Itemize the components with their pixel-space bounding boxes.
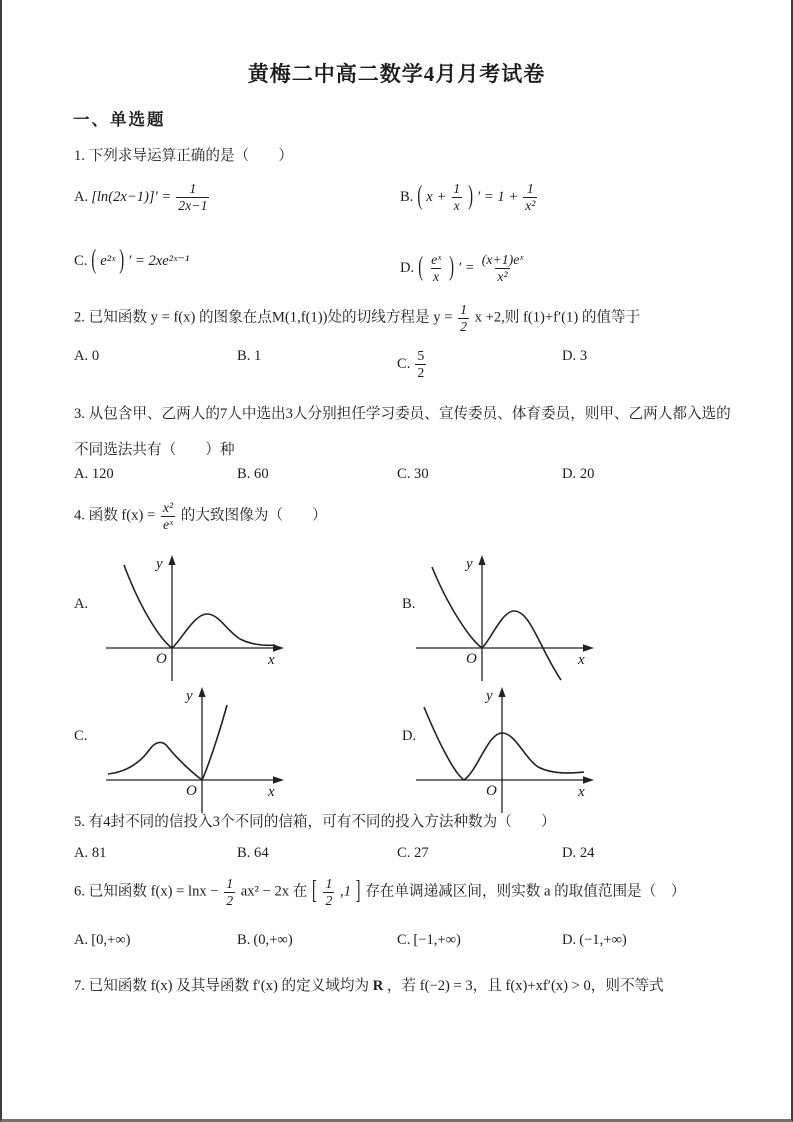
q6-option-d bbox=[562, 932, 627, 949]
q5-option-a: A. 81 bbox=[74, 845, 107, 861]
q4-graph-c bbox=[94, 683, 294, 815]
q2-stem-post: x +2,则 f(1)+f′(1) 的值等于 bbox=[474, 309, 641, 326]
fraction-denominator: 2 bbox=[325, 892, 333, 908]
fraction bbox=[323, 876, 334, 909]
q1-options-row-2 bbox=[2, 245, 791, 284]
x-axis-arrow-icon bbox=[583, 776, 594, 784]
q6-option-a bbox=[74, 932, 131, 949]
fraction-numerator: 1 bbox=[325, 876, 333, 891]
q7-real-number-symbol: R bbox=[372, 978, 384, 994]
q6-option-b-label: B. bbox=[237, 932, 251, 948]
y-axis-label: y bbox=[486, 688, 493, 704]
fraction bbox=[429, 252, 443, 285]
q3-options-row bbox=[2, 466, 791, 492]
q6-option-c-value: [−1,+∞) bbox=[413, 932, 461, 948]
q1-option-b bbox=[400, 181, 539, 214]
fraction bbox=[224, 876, 235, 909]
y-axis-label: y bbox=[466, 556, 473, 572]
fraction-numerator: 1 bbox=[526, 181, 534, 196]
section-heading: 一、单选题 bbox=[73, 110, 166, 129]
q2-option-c-label: C. bbox=[397, 355, 411, 372]
x-axis-label: x bbox=[268, 652, 275, 668]
fraction-denominator: x bbox=[453, 197, 460, 213]
fraction-denominator: 2x−1 bbox=[178, 197, 208, 213]
fraction bbox=[161, 500, 175, 533]
q5-option-c: C. 27 bbox=[397, 845, 429, 861]
origin-label: O bbox=[466, 651, 477, 667]
y-axis-arrow-icon bbox=[498, 687, 505, 697]
q4-graph-c-label: C. bbox=[74, 728, 88, 744]
y-axis-arrow-icon bbox=[198, 687, 205, 697]
open-paren: ( bbox=[91, 245, 97, 275]
q3-option-b: B. 60 bbox=[237, 466, 269, 482]
q1-stem: 1. 下列求导运算正确的是（ ） bbox=[74, 148, 293, 164]
fraction-denominator: 2 bbox=[417, 364, 425, 380]
fraction-numerator: 1 bbox=[460, 302, 467, 317]
q1-options-row-1 bbox=[2, 181, 791, 213]
q7-stem-pre: 7. 已知函数 f(x) 及其导函数 f′(x) 的定义域均为 bbox=[74, 978, 370, 994]
x-axis-arrow-icon bbox=[583, 644, 594, 652]
fraction-denominator: 2 bbox=[460, 318, 467, 334]
q1-option-d bbox=[400, 252, 527, 285]
q6-option-a-value: [0,+∞) bbox=[91, 932, 131, 948]
x-axis-label: x bbox=[578, 784, 585, 800]
close-paren: ) bbox=[449, 252, 454, 283]
q6-stem-pre: 6. 已知函数 f(x) = lnx − bbox=[74, 883, 219, 900]
q3-stem-line2: 不同选法共有（ ）种 bbox=[74, 442, 235, 458]
q4-graph-d-label: D. bbox=[402, 728, 417, 744]
origin-label: O bbox=[156, 651, 167, 667]
fraction-numerator: 1 bbox=[226, 876, 234, 891]
q7-stem bbox=[74, 976, 741, 998]
q5-option-b: B. 64 bbox=[237, 845, 269, 861]
q1-c-term: e²ˣ bbox=[100, 252, 116, 269]
q6-option-d-value: (−1,+∞) bbox=[579, 932, 627, 948]
open-paren: ( bbox=[417, 181, 423, 212]
open-bracket: [ bbox=[311, 876, 317, 906]
fraction-numerator: (x+1)eˣ bbox=[481, 252, 524, 267]
fraction-denominator: x² bbox=[525, 197, 536, 213]
q4-graph-a bbox=[94, 551, 294, 683]
y-axis-arrow-icon bbox=[478, 555, 485, 565]
function-curve bbox=[124, 565, 275, 648]
fraction-numerator: x² bbox=[162, 500, 174, 515]
q6-options-row bbox=[2, 932, 791, 958]
q1-option-c bbox=[74, 245, 190, 275]
q7-stem-post: ，若 f(−2) = 3，且 f(x)+xf′(x) > 0，则不等式 bbox=[386, 978, 664, 994]
q4-graph-a-label: A. bbox=[74, 596, 89, 612]
q3-stem-line1: 3. 从包含甲、乙两人的7人中选出3人分别担任学习委员、宣传委员、体育委员，则甲、乙两人都入选的 bbox=[74, 406, 731, 422]
y-axis-label: y bbox=[156, 556, 163, 572]
q2-options-row bbox=[2, 348, 791, 380]
fraction bbox=[451, 181, 462, 214]
q6-option-b bbox=[237, 932, 293, 949]
q2-option-a: A. 0 bbox=[74, 348, 100, 364]
open-paren: ( bbox=[418, 252, 424, 283]
q2-option-c bbox=[397, 348, 428, 381]
q4-stem-pre: 4. 函数 f(x) = bbox=[74, 507, 156, 524]
q3-option-c: C. 30 bbox=[397, 466, 429, 482]
function-curve bbox=[424, 707, 584, 780]
fraction-denominator: eˣ bbox=[162, 516, 173, 532]
fraction bbox=[415, 348, 426, 381]
fraction bbox=[458, 302, 469, 335]
q1-option-a bbox=[74, 181, 211, 214]
close-paren: ) bbox=[468, 181, 474, 212]
q3-option-a: A. 120 bbox=[74, 466, 114, 482]
y-axis-arrow-icon bbox=[168, 555, 175, 565]
function-curve bbox=[108, 705, 227, 780]
q6-stem-post: 存在单调递减区间，则实数 a 的取值范围是（ ） bbox=[365, 883, 686, 900]
q4-stem-post: 的大致图像为（ ） bbox=[180, 507, 327, 524]
q1-option-b-label: B. bbox=[400, 188, 414, 205]
q4-graph-b bbox=[404, 551, 604, 683]
fraction bbox=[523, 181, 537, 214]
q2-stem-pre: 2. 已知函数 y = f(x) 的图象在点M(1,f(1))处的切线方程是 y = bbox=[74, 309, 453, 326]
q1-option-d-label: D. bbox=[400, 259, 415, 276]
q1-option-c-label: C. bbox=[74, 252, 88, 269]
q4-graph-d bbox=[404, 683, 604, 815]
q4-graph-b-label: B. bbox=[402, 596, 416, 612]
close-paren: ) bbox=[119, 245, 125, 275]
q1-b-term: x + bbox=[426, 188, 447, 205]
q1-c-equals: ′ = 2xe²ˣ⁻¹ bbox=[128, 253, 190, 269]
q2-stem bbox=[74, 302, 741, 335]
exam-title: 黄梅二中高二数学4月月考试卷 bbox=[247, 62, 546, 86]
q5-option-d: D. 24 bbox=[562, 845, 595, 861]
fraction bbox=[480, 252, 526, 285]
x-axis-label: x bbox=[578, 652, 585, 668]
fraction-denominator: x bbox=[433, 268, 440, 284]
q6-option-a-label: A. bbox=[74, 932, 89, 948]
q1-a-expression: [ln(2x−1)]′ = bbox=[91, 188, 172, 205]
origin-label: O bbox=[486, 783, 497, 799]
q6-option-c bbox=[397, 932, 461, 949]
fraction-numerator: 1 bbox=[453, 181, 461, 196]
q1-d-equals: ′ = bbox=[457, 259, 475, 276]
fraction-denominator: 2 bbox=[226, 892, 234, 908]
origin-label: O bbox=[186, 783, 197, 799]
q2-option-b: B. 1 bbox=[237, 348, 262, 364]
fraction-numerator: 1 bbox=[189, 181, 197, 196]
fraction bbox=[176, 181, 209, 214]
function-curve bbox=[432, 567, 561, 680]
x-axis-label: x bbox=[268, 784, 275, 800]
x-axis-arrow-icon bbox=[273, 776, 284, 784]
q6-interval-end: ,1 bbox=[340, 883, 351, 900]
q1-b-equals: ′ = 1 + bbox=[477, 188, 519, 205]
q1-option-a-label: A. bbox=[74, 188, 89, 205]
q6-option-b-value: (0,+∞) bbox=[253, 932, 293, 948]
close-bracket: ] bbox=[355, 876, 361, 906]
q6-stem bbox=[74, 876, 741, 909]
fraction-numerator: eˣ bbox=[431, 252, 442, 267]
fraction-denominator: x² bbox=[497, 268, 508, 284]
q4-stem bbox=[74, 500, 741, 533]
q2-option-d: D. 3 bbox=[562, 348, 588, 364]
y-axis-label: y bbox=[186, 688, 193, 704]
q6-stem-mid: ax² − 2x 在 bbox=[240, 883, 308, 900]
q5-options-row bbox=[2, 845, 791, 871]
q6-option-c-label: C. bbox=[397, 932, 411, 948]
fraction-numerator: 5 bbox=[417, 348, 425, 363]
q5-stem: 5. 有4封不同的信投入3个不同的信箱，可有不同的投入方法种数为（ ） bbox=[74, 814, 556, 830]
q3-option-d: D. 20 bbox=[562, 466, 595, 482]
q6-option-d-label: D. bbox=[562, 932, 577, 948]
